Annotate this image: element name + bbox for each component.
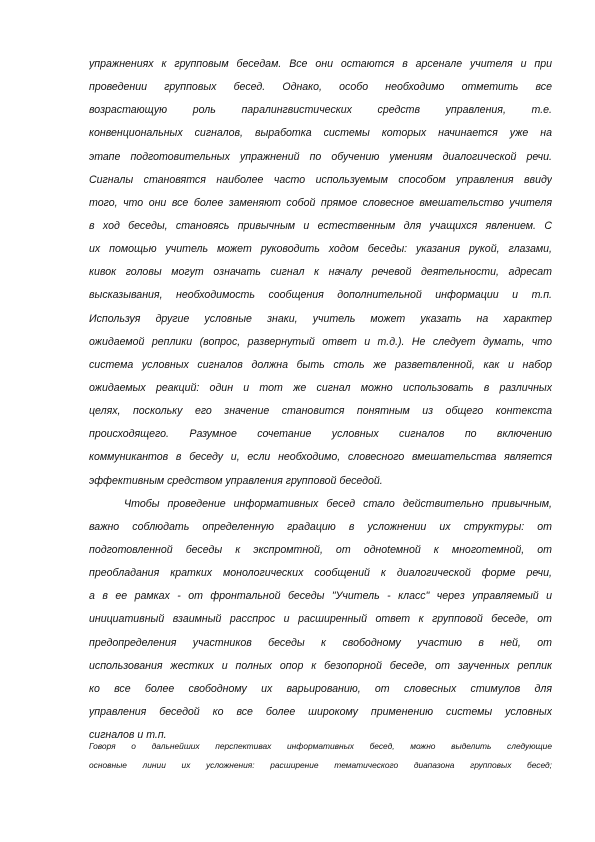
text-line: система условных сигналов должна быть столь же разветвленной, как и набор [89,358,552,371]
text-line: Используя другие условные знаки, учитель может указать на характер [89,312,552,325]
text-line: инициативный взаимный расспрос и расширенный ответ к групповой беседе, от [89,613,552,626]
text-line: этапе подготовительных упражнений по обучению умениям диалогической речи. [89,150,552,163]
small-text-line: основные линии их усложнения: расширение тематического диапазона групповых бесед; [89,760,552,770]
text-line: эффективным средством управления групповой беседой. [89,474,383,487]
text-line: а в ее рамках - от фронтальной беседы "Учитель - класс" через управляемый и [89,590,552,603]
text-line: сигналов и т.п. [89,729,167,742]
small-text-line: Говоря о дальнейших перспективах информативных бесед, можно выделить следующие [89,741,552,751]
text-line: высказывания, необходимость сообщения дополнительной информации и т.п. [89,289,552,302]
text-line: проведении групповых бесед. Однако, особо необходимо отметить все [89,81,552,94]
text-line: того, что они все более заменяют собой прямое словесное вмешательство учителя [89,196,552,209]
text-line: преобладания кратких монологических сообщений к диалогической форме речи, [89,567,552,580]
text-line: важно соблюдать определенную градацию в усложнении их структуры: от [89,520,552,533]
text-line: предопределения участников беседы к свободному участию в ней, от [89,636,552,649]
text-line: управления беседой ко все более широкому применению системы условных [89,705,552,718]
text-line: конвенциональных сигналов, выработка системы которых начинается уже на [89,127,552,140]
text-line: в ход беседы, становясь привычным и естественным для учащихся явлением. С [89,219,552,232]
small-text [89,737,552,775]
main-text [89,53,552,747]
text-line: использования жестких и полных опор к безопорной беседе, от заученных реплик [89,659,552,672]
text-line: целях, поскольку его значение становится понятным из общего контекста [89,405,552,418]
text-line: кивок головы могут означать сигнал к началу речевой деятельности, адресат [89,266,552,279]
text-line: коммуникантов в беседу и, если необходимо, словесного вмешательства является [89,451,552,464]
text-line: подготовленной беседы к экспромтной, от одноtемной к многотемной, от [89,543,552,556]
text-line: ко все более свободному их варьированию, от словесных стимулов для [89,682,552,695]
text-line: Сигналы становятся наиболее часто используемым способом управления ввиду [89,173,552,186]
paragraph-first-line: Чтобы проведение информативных бесед стало действительно привычным, [124,497,552,510]
text-line: их помощью учитель может руководить ходом беседы: указания рукой, глазами, [89,243,552,256]
text-line: упражнениях к групповым беседам. Все они остаются в арсенале учителя и при [89,58,552,70]
text-line: происходящего. Разумное сочетание условных сигналов по включению [89,428,552,441]
text-line: возрастающую роль паралингвистических средств управления, т.е. [89,104,552,117]
text-line: ожидаемой реплики (вопрос, развернутый ответ и т.д.). Не следует думать, что [89,335,552,348]
text-line: ожидаемых реакций: один и тот же сигнал можно использовать в различных [89,381,552,394]
